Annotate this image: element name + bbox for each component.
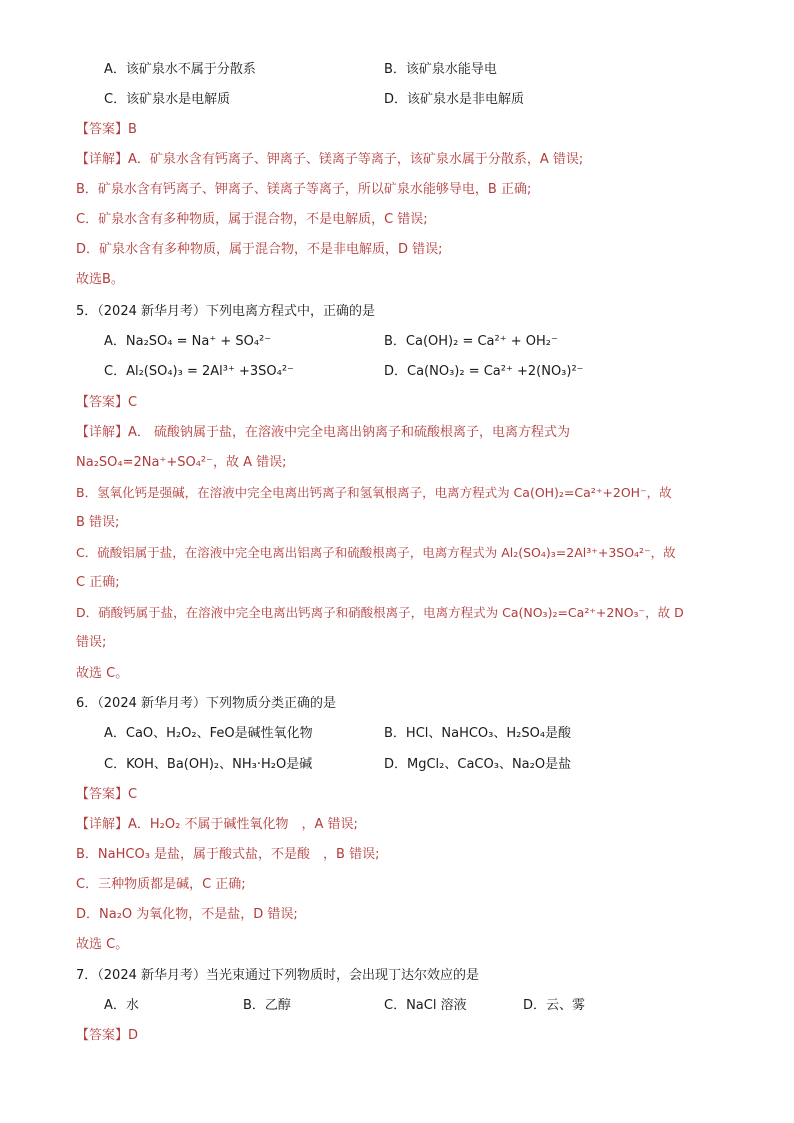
q4-detail-2: B．矿泉水含有钙离子、钾离子、镁离子等离子，所以矿泉水能够导电，B 正确; [76,182,532,197]
q5-detail-4a: D．硝酸钙属于盐，在溶液中完全电离出钙离子和硝酸根离子，电离方程式为 Ca(NO₃)₂=Ca²⁺+2NO₃⁻，故 D [76,605,684,620]
q6-option-a: A．CaO、H₂O₂、FeO是碱性氧化物 [104,726,313,741]
q7-answer: 【答案】D [76,1028,139,1043]
q7-option-a: A．水 [104,998,139,1013]
q5-detail-label: 【详解】 [76,425,129,440]
q4-detail-label: 【详解】 [76,152,129,167]
q5-detail-1a [76,423,570,443]
q4-option-b: B．该矿泉水能导电 [384,62,497,77]
q5-conclusion: 故选 C。 [76,666,129,681]
q5-option-d: D．Ca(NO₃)₂ = Ca²⁺ +2(NO₃)²⁻ [384,364,584,379]
q4-detail-3: C．矿泉水含有多种物质，属于混合物，不是电解质，C 错误; [76,212,428,227]
q4-detail-4: D．矿泉水含有多种物质，属于混合物，不是非电解质，D 错误; [76,242,443,257]
q5-stem: 5．（2024 新华月考）下列电离方程式中，正确的是 [76,304,375,319]
q6-detail-4: D．Na₂O 为氧化物，不是盐，D 错误; [76,907,298,922]
q5-detail-1a-text: A． 硫酸钠属于盐，在溶液中完全电离出钠离子和硫酸根离子，电离方程式为 [128,425,571,440]
q6-detail-1 [76,815,358,835]
q6-detail-3: C．三种物质都是碱，C 正确; [76,877,246,892]
q5-detail-2a: B．氢氧化钙是强碱，在溶液中完全电离出钙离子和氢氧根离子，电离方程式为 Ca(OH)₂=Ca²⁺+2OH⁻，故 [76,485,672,500]
q5-detail-2b: B 错误; [76,515,120,530]
q6-option-b: B．HCl、NaHCO₃、H₂SO₄是酸 [384,726,572,741]
q7-option-b: B．乙醇 [243,998,291,1013]
q6-answer: 【答案】C [76,787,138,802]
q5-detail-1b: Na₂SO₄=2Na⁺+SO₄²⁻，故 A 错误; [76,455,287,470]
q6-option-c: C．KOH、Ba(OH)₂、NH₃·H₂O是碱 [104,757,313,772]
q4-answer: 【答案】B [76,122,137,137]
q6-stem: 6．（2024 新华月考）下列物质分类正确的是 [76,696,336,711]
q7-option-c: C．NaCl 溶液 [384,998,467,1013]
q5-option-a: A．Na₂SO₄ = Na⁺ + SO₄²⁻ [104,334,272,349]
q4-option-c: C．该矿泉水是电解质 [104,92,231,107]
q5-option-c: C．Al₂(SO₄)₃ = 2Al³⁺ +3SO₄²⁻ [104,364,294,379]
q5-option-b: B．Ca(OH)₂ = Ca²⁺ + OH₂⁻ [384,334,558,349]
q5-answer: 【答案】C [76,395,138,410]
q7-option-d: D．云、雾 [523,998,586,1013]
q6-detail-2: B．NaHCO₃ 是盐，属于酸式盐，不是酸 ，B 错误; [76,847,380,862]
q4-option-a: A．该矿泉水不属于分散系 [104,62,256,77]
q4-conclusion: 故选B。 [76,272,124,287]
q5-detail-3a: C．硫酸铝属于盐，在溶液中完全电离出铝离子和硫酸根离子，电离方程式为 Al₂(SO₄)₃=2Al³⁺+3SO₄²⁻，故 [76,545,676,560]
q4-detail-1-text: A．矿泉水含有钙离子、钾离子、镁离子等离子，该矿泉水属于分散系，A 错误; [128,152,584,167]
q4-detail-1 [76,150,583,170]
q6-detail-label: 【详解】 [76,817,129,832]
q6-detail-1-text: A．H₂O₂ 不属于碱性氧化物 ，A 错误; [128,817,358,832]
q4-option-d: D．该矿泉水是非电解质 [384,92,525,107]
q5-detail-4b: 错误; [76,635,107,650]
q6-conclusion: 故选 C。 [76,937,129,952]
q7-stem: 7．（2024 新华月考）当光束通过下列物质时，会出现丁达尔效应的是 [76,968,479,983]
q6-option-d: D．MgCl₂、CaCO₃、Na₂O是盐 [384,757,572,772]
q5-detail-3b: C 正确; [76,575,120,590]
